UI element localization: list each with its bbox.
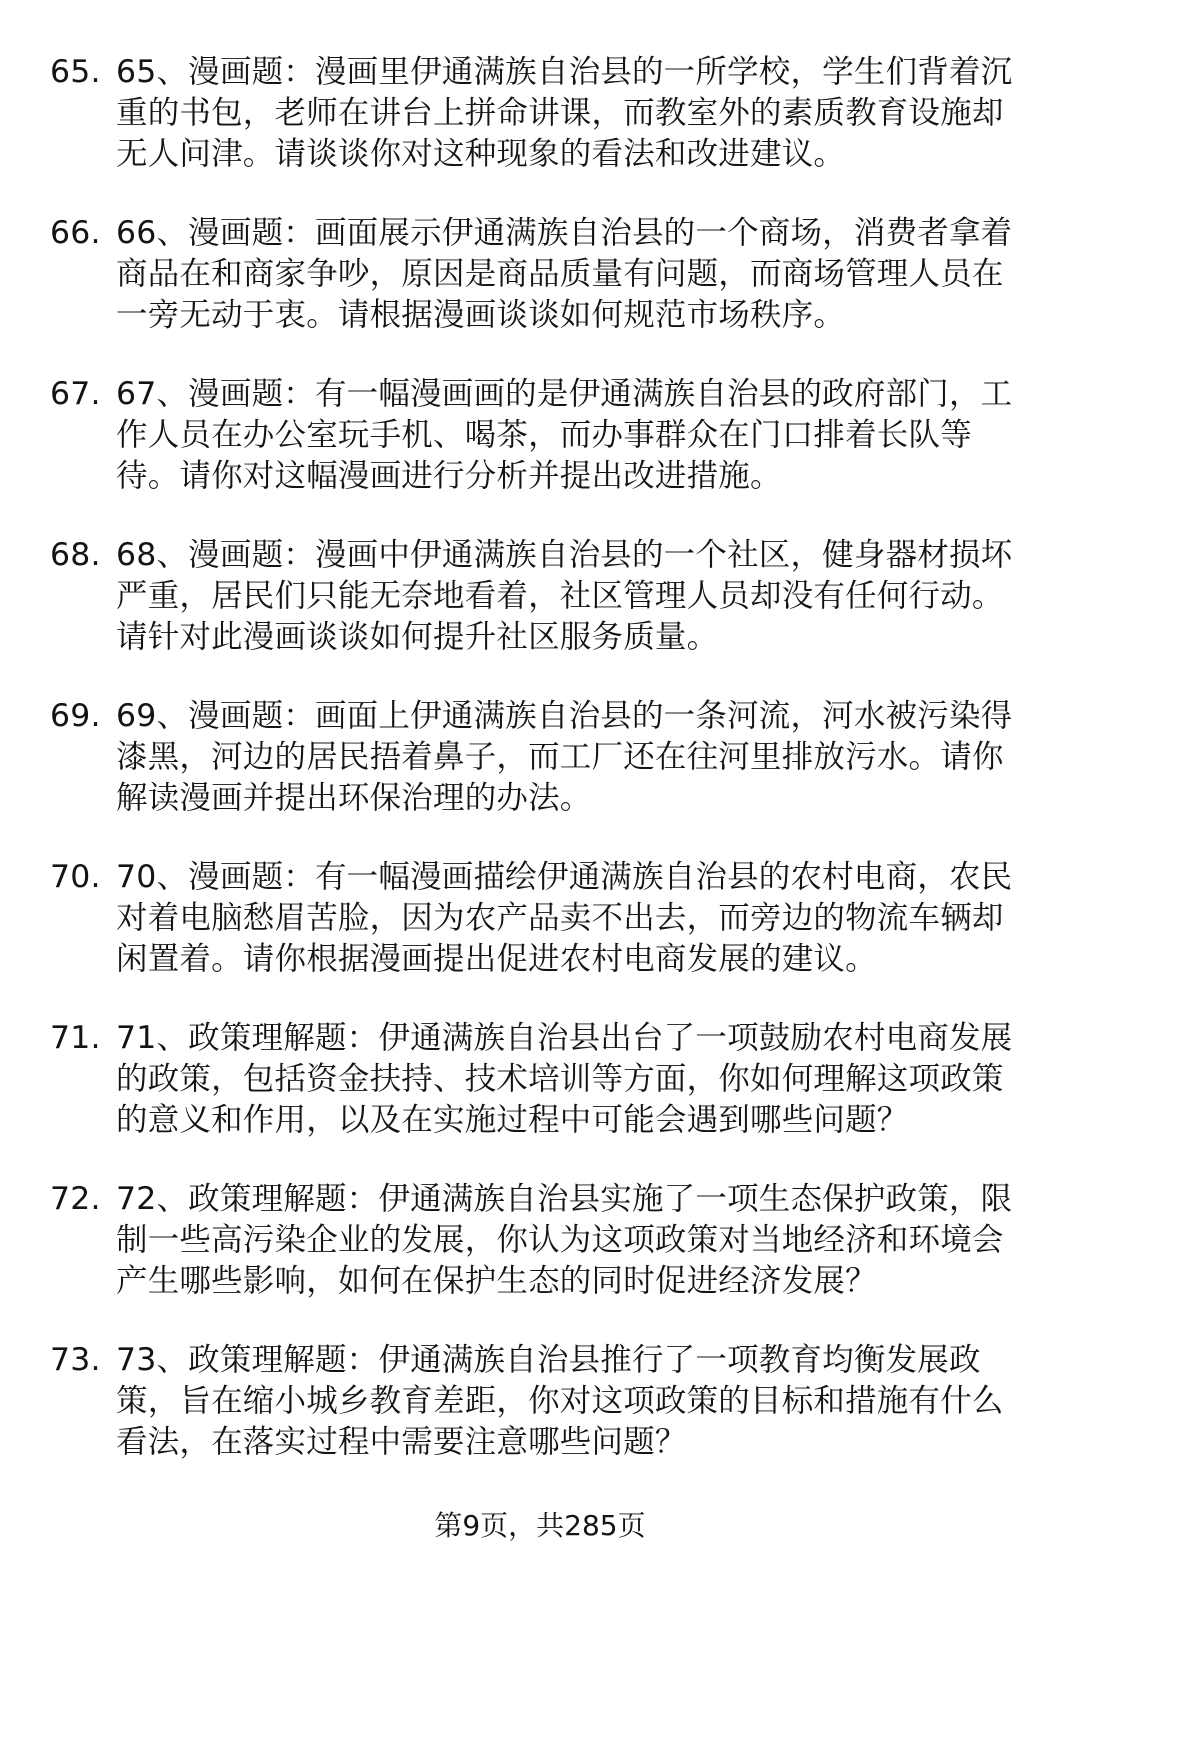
list-item xyxy=(0,1179,1080,1302)
item-text: 68、漫画题：漫画中伊通满族自治县的一个社区，健身器材损坏严重，居民们只能无奈地看着，社区管理人员却没有任何行动。请针对此漫画谈谈如何提升社区服务质量。 xyxy=(116,537,1013,655)
item-text: 70、漫画题：有一幅漫画描绘伊通满族自治县的农村电商，农民对着电脑愁眉苦脸，因为农产品卖不出去，而旁边的物流车辆却闲置着。请你根据漫画提出促进农村电商发展的建议。 xyxy=(116,859,1013,977)
list-item xyxy=(0,1340,1080,1463)
item-text: 72、政策理解题：伊通满族自治县实施了一项生态保护政策，限制一些高污染企业的发展，你认为这项政策对当地经济和环境会产生哪些影响，如何在保护生态的同时促进经济发展？ xyxy=(116,1181,1013,1299)
list-item xyxy=(0,374,1080,497)
item-number: 73. xyxy=(50,1342,101,1378)
item-text: 71、政策理解题：伊通满族自治县出台了一项鼓励农村电商发展的政策，包括资金扶持、技术培训等方面，你如何理解这项政策的意义和作用，以及在实施过程中可能会遇到哪些问题？ xyxy=(116,1020,1013,1138)
list-item xyxy=(0,1018,1080,1141)
list-item xyxy=(0,213,1080,336)
list-item xyxy=(0,857,1080,980)
item-number: 66. xyxy=(50,215,101,251)
item-text: 67、漫画题：有一幅漫画画的是伊通满族自治县的政府部门，工作人员在办公室玩手机、喝茶，而办事群众在门口排着长队等待。请你对这幅漫画进行分析并提出改进措施。 xyxy=(116,376,1013,494)
item-text: 73、政策理解题：伊通满族自治县推行了一项教育均衡发展政策，旨在缩小城乡教育差距，你对这项政策的目标和措施有什么看法，在落实过程中需要注意哪些问题？ xyxy=(116,1342,1004,1460)
list-item xyxy=(0,535,1080,658)
page-footer: 第9页，共285页 xyxy=(434,1509,646,1542)
item-number: 71. xyxy=(50,1020,101,1056)
item-number: 67. xyxy=(50,376,101,412)
item-number: 69. xyxy=(50,698,101,734)
item-text: 66、漫画题：画面展示伊通满族自治县的一个商场，消费者拿着商品在和商家争吵，原因是商品质量有问题，而商场管理人员在一旁无动于衷。请根据漫画谈谈如何规范市场秩序。 xyxy=(116,215,1013,333)
item-text: 65、漫画题：漫画里伊通满族自治县的一所学校，学生们背着沉重的书包，老师在讲台上拼命讲课，而教室外的素质教育设施却无人问津。请谈谈你对这种现象的看法和改进建议。 xyxy=(116,54,1013,172)
item-number: 72. xyxy=(50,1181,101,1217)
list-item xyxy=(0,52,1080,175)
item-number: 68. xyxy=(50,537,101,573)
item-number: 65. xyxy=(50,54,101,90)
list-item xyxy=(0,696,1080,819)
question-list xyxy=(0,52,1080,1501)
item-number: 70. xyxy=(50,859,101,895)
item-text: 69、漫画题：画面上伊通满族自治县的一条河流，河水被污染得漆黑，河边的居民捂着鼻子，而工厂还在往河里排放污水。请你解读漫画并提出环保治理的办法。 xyxy=(116,698,1013,816)
